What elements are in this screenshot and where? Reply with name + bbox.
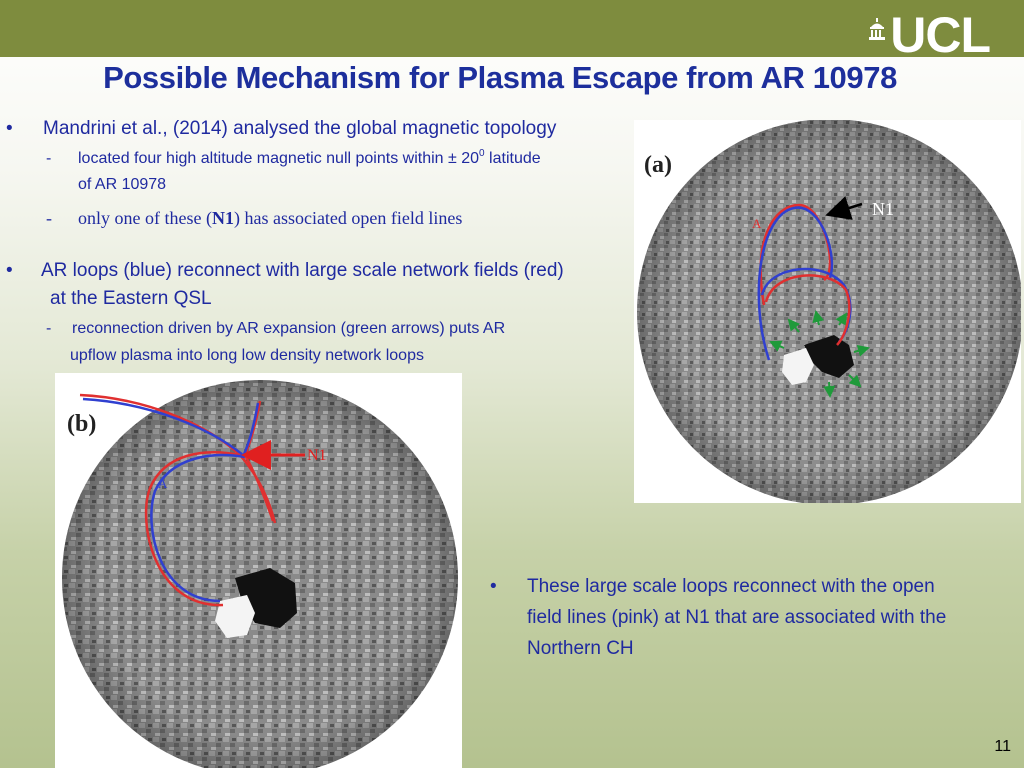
figure-b (55, 373, 462, 768)
ucl-logo (890, 7, 990, 63)
footpoint-label: A (752, 216, 762, 231)
sub-bullet-marker: - (46, 208, 52, 228)
logo-text: UCL (890, 7, 990, 63)
footpoint-label: A (158, 476, 168, 491)
sub-bullet-text: located four high altitude magnetic null points within ± 20 (78, 150, 480, 167)
bullet-text-line2: at the Eastern QSL (50, 288, 212, 309)
bullet-text: AR loops (blue) reconnect with large scale network fields (red) (41, 260, 564, 281)
panel-label: (a) (644, 152, 672, 178)
bullet-marker: • (6, 260, 13, 281)
slide-title: Possible Mechanism for Plasma Escape from AR 10978 (103, 60, 897, 95)
sub-bullet-marker: - (46, 320, 52, 337)
sub-bullet-line2: upflow plasma into long low density network loops (70, 347, 424, 364)
n1-label: N1 (307, 447, 327, 464)
bullet-text-line2: field lines (pink) at N1 that are associated with the (527, 607, 947, 628)
bullet-marker: • (490, 576, 497, 597)
bullet-text: These large scale loops reconnect with the open (527, 576, 935, 597)
degree-superscript: 0 (479, 148, 485, 159)
panel-label: (b) (67, 411, 97, 437)
bullet-marker: • (6, 118, 13, 139)
sub-bullet-text: latitude (484, 150, 541, 167)
sub-bullet-text: ) has associated open field lines (233, 208, 463, 228)
ucl-portico-icon (868, 18, 886, 40)
n1-label: N1 (872, 199, 894, 219)
figure-a (634, 120, 1021, 503)
sub-bullet-line: reconnection driven by AR expansion (green arrows) puts AR (72, 320, 506, 337)
sub-bullet-line (78, 146, 541, 172)
bullet-text-line3: Northern CH (527, 638, 634, 659)
bullet-text: Mandrini et al., (2014) analysed the global magnetic topology (43, 118, 557, 139)
sub-bullet-marker: - (46, 150, 52, 167)
limb-darkening (637, 120, 1021, 503)
sub-bullet-line2: of AR 10978 (78, 176, 167, 193)
page-number: 11 (994, 738, 1011, 755)
sub-bullet-line (78, 205, 462, 231)
figure-b-svg (55, 373, 462, 768)
figure-a-svg (634, 120, 1021, 503)
sub-bullet-text: only one of these ( (78, 208, 212, 228)
n1-bold: N1 (211, 208, 234, 228)
